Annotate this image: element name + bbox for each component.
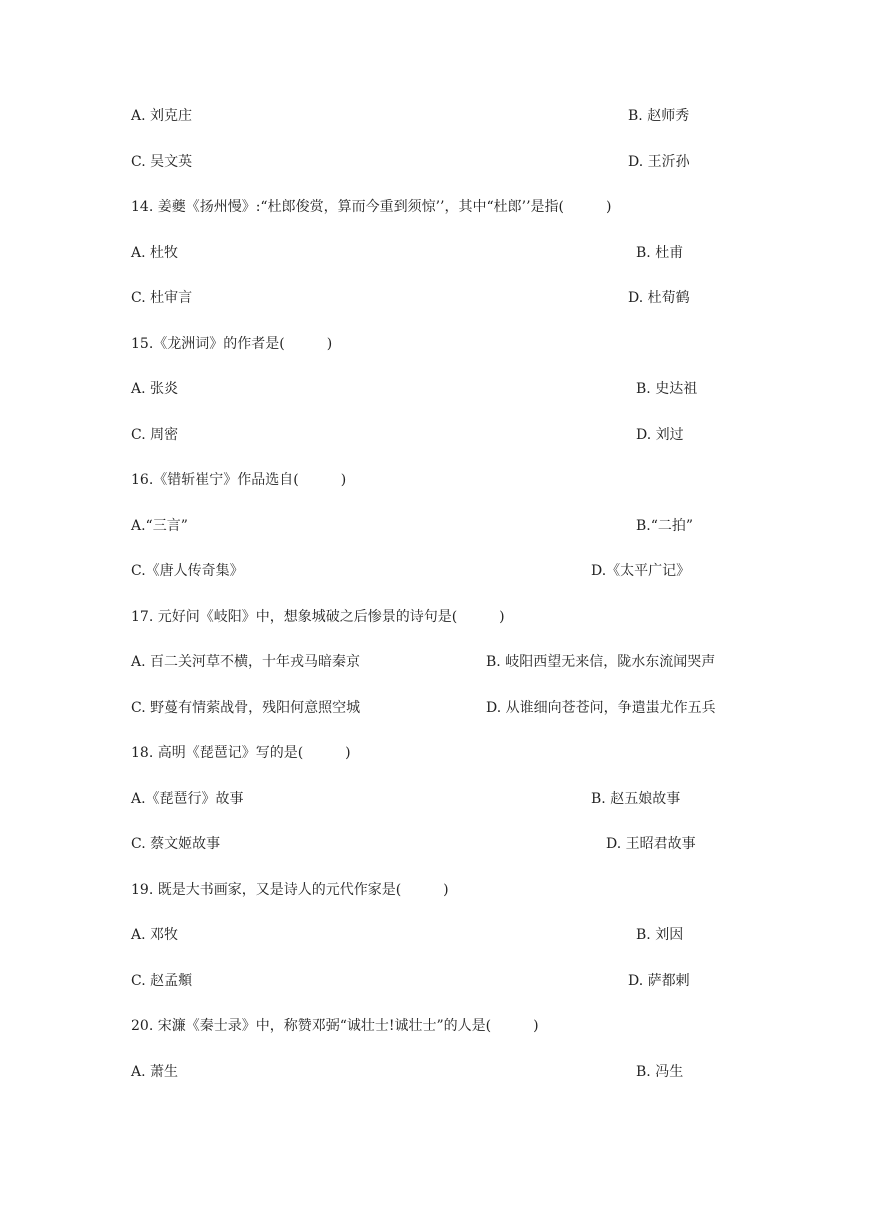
option-row [0, 651, 869, 673]
option-d: D. 从谁细向苍苍问，争遣蚩尤作五兵 [486, 700, 716, 716]
option-b: B. 赵师秀 [628, 108, 690, 124]
option-row [0, 833, 869, 855]
option-d: D. 王沂孙 [628, 154, 690, 170]
option-b: B. 赵五娘故事 [591, 791, 681, 807]
option-row [0, 287, 869, 309]
option-b: B. 刘因 [636, 927, 684, 943]
question-text: 16.《错斩崔宁》作品选自( ) [131, 472, 347, 488]
question-text: 18. 高明《琵琶记》写的是( ) [131, 745, 351, 761]
option-c: C. 野蔓有情萦战骨，残阳何意照空城 [131, 700, 361, 716]
option-row [0, 560, 869, 582]
question-text: 17. 元好问《岐阳》中，想象城破之后惨景的诗句是( ) [131, 609, 505, 625]
option-a: A. 刘克庄 [131, 108, 193, 124]
option-a: A. 杜牧 [131, 245, 179, 261]
option-row [0, 697, 869, 719]
option-a: A.“三言” [131, 518, 188, 534]
option-row [0, 515, 869, 537]
option-c: C. 蔡文姬故事 [131, 836, 221, 852]
option-b: B. 冯生 [636, 1064, 684, 1080]
option-d: D.《太平广记》 [591, 563, 691, 579]
option-row [0, 924, 869, 946]
option-row [0, 151, 869, 173]
question-18 [0, 742, 869, 764]
question-19 [0, 879, 869, 901]
option-c: C. 周密 [131, 427, 179, 443]
option-row [0, 242, 869, 264]
question-16 [0, 469, 869, 491]
option-c: C. 赵孟頫 [131, 973, 193, 989]
option-b: B.“二拍” [636, 518, 694, 534]
option-d: D. 萨都剌 [628, 973, 690, 989]
option-c: C.《唐人传奇集》 [131, 563, 244, 579]
option-c: C. 杜审言 [131, 290, 193, 306]
option-row [0, 1061, 869, 1083]
option-row [0, 788, 869, 810]
question-17 [0, 606, 869, 628]
question-14 [0, 196, 869, 218]
option-d: D. 杜荀鹤 [628, 290, 690, 306]
question-20 [0, 1015, 869, 1037]
option-a: A. 邓牧 [131, 927, 179, 943]
option-b: B. 岐阳西望无来信，陇水东流闻哭声 [486, 654, 716, 670]
option-c: C. 吴文英 [131, 154, 193, 170]
option-row [0, 105, 869, 127]
option-row [0, 378, 869, 400]
option-row [0, 970, 869, 992]
option-a: A.《琵琶行》故事 [131, 791, 244, 807]
option-b: B. 杜甫 [636, 245, 684, 261]
question-text: 20. 宋濂《秦士录》中，称赞邓弼“诚壮士!诚壮士”的人是( ) [131, 1018, 539, 1034]
question-text: 15.《龙洲词》的作者是( ) [131, 336, 333, 352]
option-b: B. 史达祖 [636, 381, 698, 397]
option-a: A. 张炎 [131, 381, 179, 397]
question-text: 14. 姜夔《扬州慢》:“杜郎俊赏，算而今重到须惊’’，其中“杜郎’’是指( ) [131, 199, 612, 215]
option-row [0, 424, 869, 446]
question-15 [0, 333, 869, 355]
option-a: A. 百二关河草不横，十年戎马暗秦京 [131, 654, 361, 670]
question-text: 19. 既是大书画家，又是诗人的元代作家是( ) [131, 882, 449, 898]
option-d: D. 王昭君故事 [606, 836, 696, 852]
option-a: A. 萧生 [131, 1064, 179, 1080]
option-d: D. 刘过 [636, 427, 684, 443]
